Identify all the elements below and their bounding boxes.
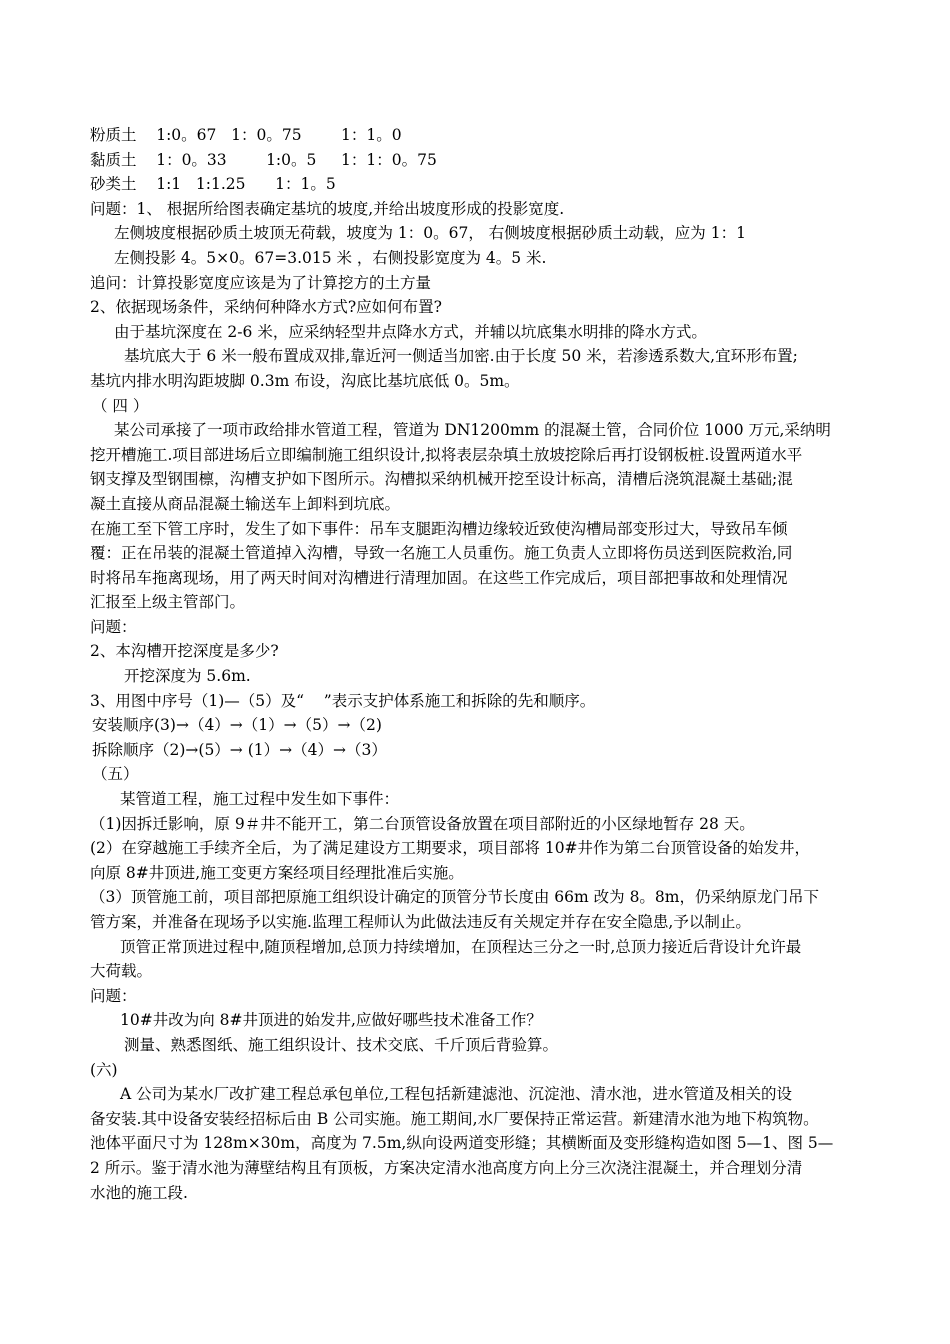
text-line: 砂类土 1:1 1:1.25 1：1。5 xyxy=(90,175,336,194)
text-line: 黏质土 1：0。33 1:0。5 1：1：0。75 xyxy=(90,150,437,169)
paragraph-line: 覆：正在吊装的混凝土管道掉入沟槽，导致一名施工人员重伤。施工负责人立即将伤员送到医院救治,同 xyxy=(90,544,793,563)
answer-line: 安装顺序(3)→（4）→（1）→（5）→（2) xyxy=(92,716,382,735)
paragraph-line: 凝土直接从商品混凝土输送车上卸料到坑底。 xyxy=(90,494,401,513)
paragraph-line: 某管道工程，施工过程中发生如下事件： xyxy=(120,790,400,809)
paragraph-line: 钢支撑及型钢围檩，沟槽支护如下图所示。沟槽拟采纳机械开挖至设计标高，清槽后浇筑混凝土基础;混 xyxy=(90,470,793,489)
paragraph-line: (2）在穿越施工手续齐全后，为了满足建设方工期要求，项目部将 10#井作为第二台顶管设备的始发井， xyxy=(90,839,811,858)
section-heading: (六) xyxy=(90,1060,118,1079)
paragraph-line: A 公司为某水厂改扩建工程总承包单位,工程包括新建滤池、沉淀池、清水池，进水管道及相关的设 xyxy=(120,1085,793,1104)
paragraph-line: 管方案，并准备在现场予以实施.监理工程师认为此做法违反有关规定并存在安全隐患,予以制止。 xyxy=(90,913,751,931)
section-heading: （ 四 ） xyxy=(92,396,149,415)
paragraph-line: （3）顶管施工前，项目部把原施工组织设计确定的顶管分节长度由 66m 改为 8。8m，仍采纳原龙门吊下 xyxy=(90,888,819,907)
question-label: 问题： xyxy=(90,617,137,636)
paragraph-line: 时将吊车拖离现场，用了两天时间对沟槽进行清理加固。在这些工作完成后，项目部把事故和处理情况 xyxy=(90,568,788,587)
answer-line: 左侧投影 4。5×0。67=3.015 米 ，右侧投影宽度为 4。5 米. xyxy=(114,248,547,267)
document-body xyxy=(90,123,870,1205)
paragraph-line: 备安装.其中设备安装经招标后由 B 公司实施。施工期间,水厂要保持正常运营。新建清水池为地下构筑物。 xyxy=(90,1109,819,1128)
paragraph-line: 2 所示。鉴于清水池为薄壁结构且有顶板，方案决定清水池高度方向上分三次浇注混凝土，并合理划分清 xyxy=(90,1158,803,1177)
question-heading: 2、本沟槽开挖深度是多少? xyxy=(90,642,279,661)
paragraph-line: 挖开槽施工.项目部进场后立即编制施工组织设计,拟将表层杂填土放坡挖除后再打设钢板桩.设置两道水平 xyxy=(90,445,803,464)
paragraph-line: 顶管正常顶进过程中,随顶程增加,总顶力持续增加，在顶程达三分之一时,总顶力接近后背设计允许最 xyxy=(120,937,802,956)
paragraph-line: 在施工至下管工序时，发生了如下事件：吊车支腿距沟槽边缘较近致使沟槽局部变形过大，导致吊车倾 xyxy=(90,519,788,538)
paragraph-line: 向原 8#井顶进,施工变更方案经项目经理批准后实施。 xyxy=(90,863,464,882)
text-line: 粉质土 1:0。67 1：0。75 1：1。0 xyxy=(90,126,402,144)
paragraph-line: 汇报至上级主管部门。 xyxy=(90,593,246,612)
question-label: 问题： xyxy=(90,986,137,1005)
text-line: 追问：计算投影宽度应该是为了计算挖方的土方量 xyxy=(90,273,432,292)
question-heading: 3、用图中序号（1)—（5）及“ ”表示支护体系施工和拆除的先和顺序。 xyxy=(90,691,596,710)
answer-line: 开挖深度为 5.6m. xyxy=(124,667,251,686)
paragraph-line: 某公司承接了一项市政给排水管道工程，管道为 DN1200mm 的混凝土管，合同价位 1000 万元,采纳明 xyxy=(114,421,831,440)
question-heading: 10#井改为向 8#井顶进的始发井,应做好哪些技术准备工作？ xyxy=(120,1011,542,1030)
question-heading: 问题：1、 根据所给图表确定基坑的坡度,并给出坡度形成的投影宽度. xyxy=(90,199,565,218)
section-heading: （五） xyxy=(92,765,139,784)
answer-line: 基坑底大于 6 米一般布置成双排,靠近河一侧适当加密.由于长度 50 米，若渗透系数大,宜环形布置; xyxy=(124,347,798,366)
paragraph-line: 大荷载。 xyxy=(90,962,153,981)
answer-line: 测量、熟悉图纸、施工组织设计、技术交底、千斤顶后背验算。 xyxy=(124,1035,559,1054)
answer-line: 拆除顺序（2)→(5）→ (1）→（4）→（3） xyxy=(92,740,387,759)
paragraph-line: （1)因拆迁影响，原 9＃井不能开工，第二台顶管设备放置在项目部附近的小区绿地暂存 28 天。 xyxy=(90,814,755,833)
question-heading: 2、依据现场条件，采纳何种降水方式?应如何布置? xyxy=(90,298,442,317)
paragraph-line: 池体平面尺寸为 128m×30m，高度为 7.5m,纵向设两道变形缝；其横断面及变形缝构造如图 5—1、图 5— xyxy=(90,1134,834,1153)
answer-line: 左侧坡度根据砂质土坡顶无荷载，坡度为 1：0。67， 右侧坡度根据砂质土动载，应为 1：1 xyxy=(114,224,746,243)
paragraph-line: 水池的施工段. xyxy=(90,1183,188,1202)
answer-line: 基坑内排水明沟距坡脚 0.3m 布设，沟底比基坑底低 0。5m。 xyxy=(90,371,520,390)
answer-line: 由于基坑深度在 2-6 米，应采纳轻型井点降水方式，并辅以坑底集水明排的降水方式。 xyxy=(114,322,707,341)
